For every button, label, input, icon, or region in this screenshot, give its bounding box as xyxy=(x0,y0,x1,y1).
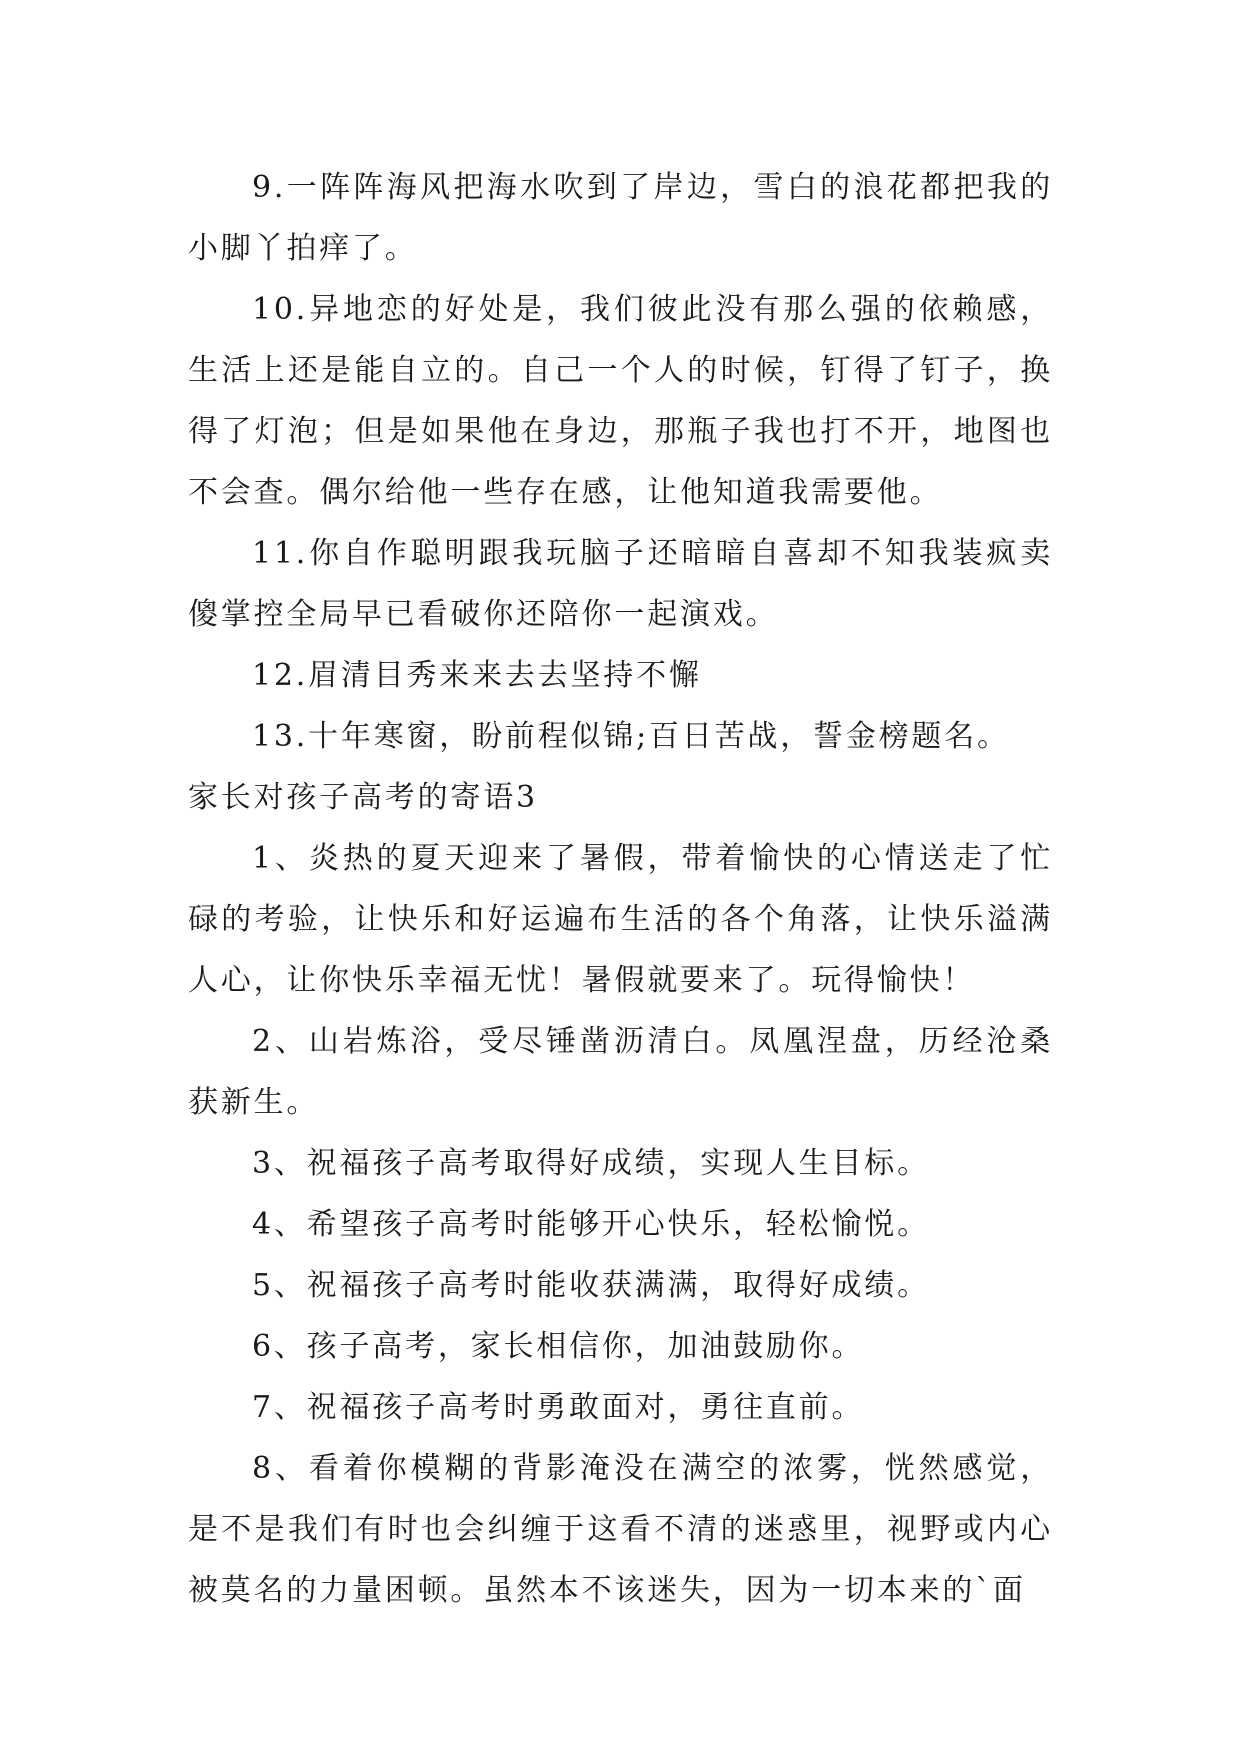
wish-item-2: 2、山岩炼浴，受尽锤凿沥清白。凤凰涅盘，历经沧桑获新生。 xyxy=(188,1024,1053,1120)
wish-item-1: 1、炎热的夏天迎来了暑假，带着愉快的心情送走了忙碌的考验，让快乐和好运遍布生活的各个角落，让快乐溢满人心，让你快乐幸福无忧！暑假就要来了。玩得愉快！ xyxy=(188,841,1053,998)
wish-item-4: 4、希望孩子高考时能够开心快乐，轻松愉悦。 xyxy=(252,1207,930,1242)
paragraph-11: 11.你自作聪明跟我玩脑子还暗暗自喜却不知我装疯卖傻掌控全局早已看破你还陪你一起演戏。 xyxy=(188,536,1053,632)
wish-item-5: 5、祝福孩子高考时能收获满满，取得好成绩。 xyxy=(252,1268,930,1303)
wish-item-8: 8、看着你模糊的背影淹没在满空的浓雾，恍然感觉，是不是我们有时也会纠缠于这看不清的迷惑里，视野或内心被莫名的力量困顿。虽然本不该迷失，因为一切本来的`面 xyxy=(188,1451,1053,1608)
section-heading: 家长对孩子高考的寄语3 xyxy=(188,780,538,815)
paragraph-13: 13.十年寒窗，盼前程似锦;百日苦战，誓金榜题名。 xyxy=(252,719,1010,754)
document-body xyxy=(188,157,1053,1621)
wish-item-6: 6、孩子高考，家长相信你，加油鼓励你。 xyxy=(252,1329,865,1364)
paragraph-10: 10.异地恋的好处是，我们彼此没有那么强的依赖感，生活上还是能自立的。自己一个人的时候，钉得了钉子，换得了灯泡；但是如果他在身边，那瓶子我也打不开，地图也不会查。偶尔给他一些存在感，让他知道我需要他。 xyxy=(188,292,1053,510)
paragraph-12: 12.眉清目秀来来去去坚持不懈 xyxy=(252,658,702,693)
wish-item-3: 3、祝福孩子高考取得好成绩，实现人生目标。 xyxy=(252,1146,930,1181)
wish-item-7: 7、祝福孩子高考时勇敢面对，勇往直前。 xyxy=(252,1390,865,1425)
paragraph-9: 9.一阵阵海风把海水吹到了岸边，雪白的浪花都把我的小脚丫拍痒了。 xyxy=(188,170,1053,266)
